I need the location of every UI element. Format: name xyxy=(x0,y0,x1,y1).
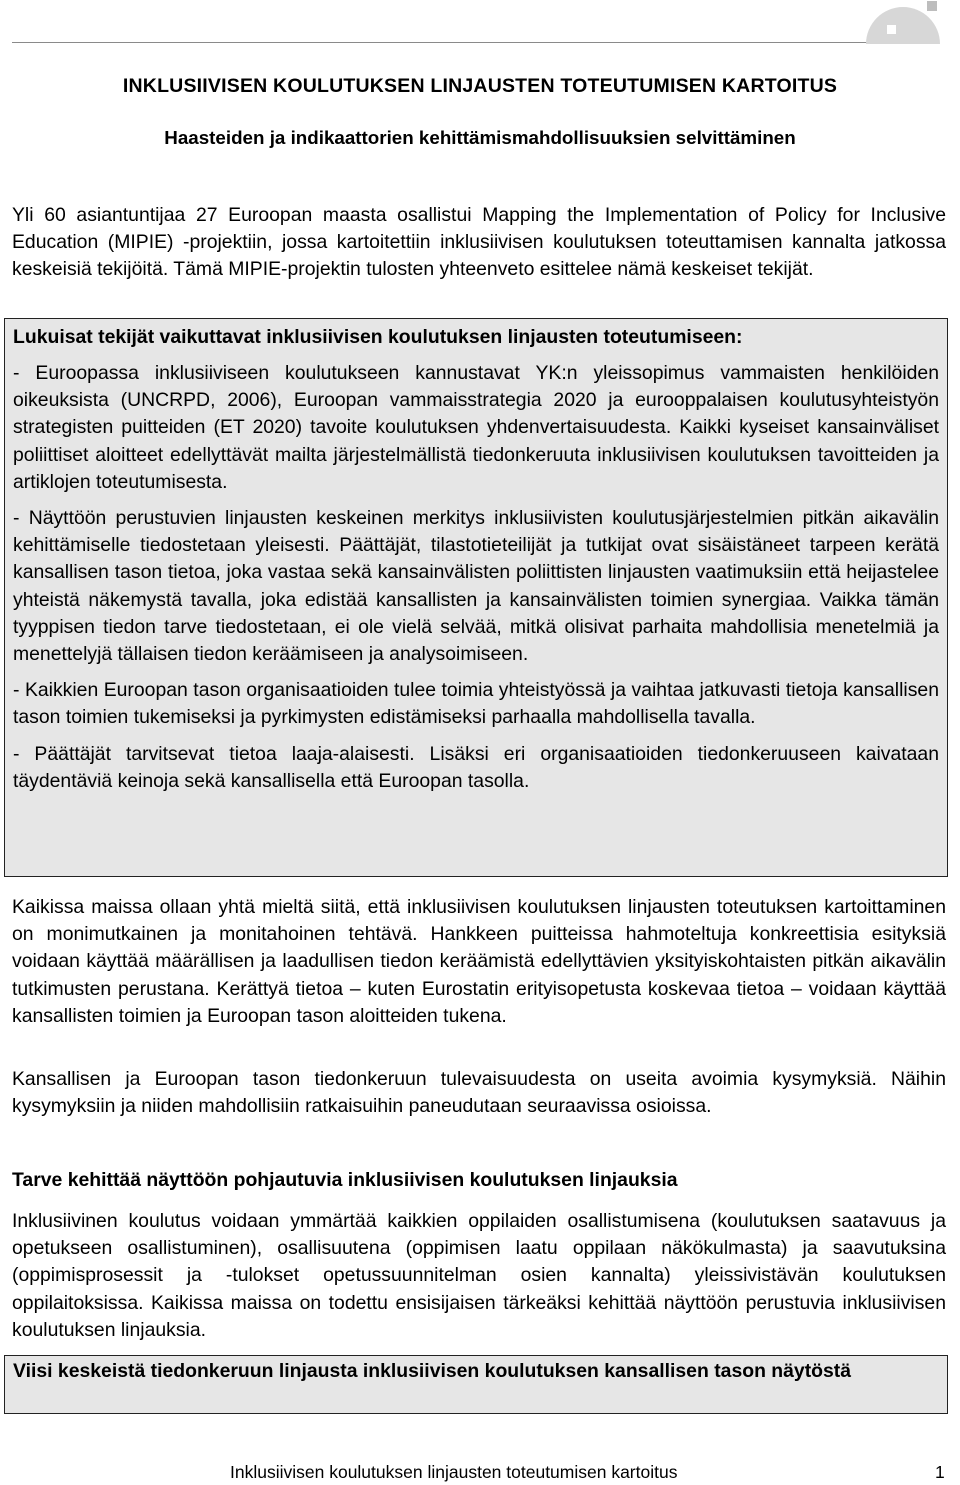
document-title: INKLUSIIVISEN KOULUTUKSEN LINJAUSTEN TOTEUTUMISEN KARTOITUS xyxy=(122,75,838,97)
section-heading: Tarve kehittää näyttöön pohjautuvia inklusiivisen koulutuksen linjauksia xyxy=(12,1169,678,1191)
factors-item: - Euroopassa inklusiiviseen koulutukseen kannustavat YK:n yleissopimus vammaisten henkilöiden oikeuksista (UNCRPD, 2006), Euroopan vammaisstrategia 2020 ja eurooppalaisen koulutusyhteistyön strategisten puitteiden (ET 2020) tavoite koulutuksen yhdenvertaisuudesta. Kaikki kyseiset kansainväliset poliittiset aloitteet edellyttävät mailta järjestelmällistä tiedonkeruuta inklusiivisen koulutuksen tavoitteiden ja artiklojen toteutumisesta. xyxy=(13,362,939,493)
document-subtitle: Haasteiden ja indikaattorien kehittämismahdollisuuksien selvittäminen xyxy=(164,127,796,148)
factors-box-heading: Lukuisat tekijät vaikuttavat inklusiivisen koulutuksen linjausten toteutumiseen: xyxy=(13,326,743,348)
inclusive-education-paragraph: Inklusiivinen koulutus voidaan ymmärtää kaikkien oppilaiden osallistumisena (koulutuksen saatavuus ja opetukseen osallistuminen), osallisuutena (oppimisen laatu oppilaan näkökulmasta) ja saavutuksina (oppimisprosessit ja -tulokset opetussuunnitelman osien kannalta) yleissivistävän koulutuksen oppilaitoksissa. Kaikissa maissa on todettu ensisijaisen tärkeäksi kehittää näyttöön perustuvia inklusiivisen koulutuksen linjauksia. xyxy=(12,1210,946,1341)
factors-item: - Päättäjät tarvitsevat tietoa laaja-alaisesti. Lisäksi eri organisaatioiden tiedonkeruuseen kaivataan täydentäviä keinoja sekä kansallisella että Euroopan tasolla. xyxy=(13,742,939,792)
factors-box xyxy=(4,318,948,877)
future-paragraph: Kansallisen ja Euroopan tason tiedonkeruun tulevaisuudesta on useita avoimia kysymyksiä. Näihin kysymyksiin ja niiden mahdollisiin ratkaisuihin paneudutaan seuraavissa osioissa. xyxy=(12,1068,946,1118)
agreement-paragraph: Kaikissa maissa ollaan yhtä mieltä siitä, että inklusiivisen koulutuksen linjausten toteutuksen kartoittaminen on monimutkainen ja monitahoinen tehtävä. Hankkeen puitteissa hahmoteltuja konkreettisia esityksiä voidaan käyttää määrällisen ja laadullisen tiedon keräämistä edellyttävien yksityiskohtaisten pitkän aikavälin tutkimusten perustana. Kerättyä tietoa – kuten Eurostatin erityisopetusta koskevaa tietoa – voidaan käyttää kansallisten toimien ja Euroopan tason aloitteiden tukena. xyxy=(12,896,946,1027)
data-collection-box-heading: Viisi keskeistä tiedonkeruun linjausta inklusiivisen koulutuksen kansallisen tason näytöstä xyxy=(4,1355,948,1414)
header-rule xyxy=(12,42,884,43)
factors-item: - Näyttöön perustuvien linjausten keskeinen merkitys inklusiivisten koulutusjärjestelmien pitkän aikavälin kehittämiselle tiedostetaan yleisesti. Päättäjät, tilastotieteilijät ja tutkijat ovat sisäistäneet tarpeen kerätä kansallisen tason tietoa, joka vastaa sekä kansainvälisten poliittisten linjausten vaatimuksiin että heijastelee yhteistä näkemystä tavalla, joka edistää kansallisten ja kansainvälisten toimien synergiaa. Vaikka tämän tyyppisen tiedon tarve tiedostetaan, ei ole vielä selvää, mitkä olisivat parhaita mahdollisia menetelmiä ja menettelyjä tällaisen tiedon keräämiseen ja analysoimiseen. xyxy=(13,507,939,666)
agency-logo-icon xyxy=(864,0,954,44)
intro-paragraph: Yli 60 asiantuntijaa 27 Euroopan maasta osallistui Mapping the Implementation of Policy for Inclusive Education (MIPIE) -projektiin, jossa kartoitettiin inklusiivisen koulutuksen toteuttamisen kannalta jatkossa keskeisiä tekijöitä. Tämä MIPIE-projektin tulosten yhteenveto esittelee nämä keskeiset tekijät. xyxy=(12,204,946,281)
footer-text: Inklusiivisen koulutuksen linjausten toteutumisen kartoitus xyxy=(230,1462,678,1482)
factors-item: - Kaikkien Euroopan tason organisaatioiden tulee toimia yhteistyössä ja vaihtaa jatkuvasti tietoja kansallisen tason toimien tukemiseksi ja pyrkimysten edistämiseksi parhaalla mahdollisella tavalla. xyxy=(13,679,939,729)
page-number: 1 xyxy=(935,1462,945,1482)
